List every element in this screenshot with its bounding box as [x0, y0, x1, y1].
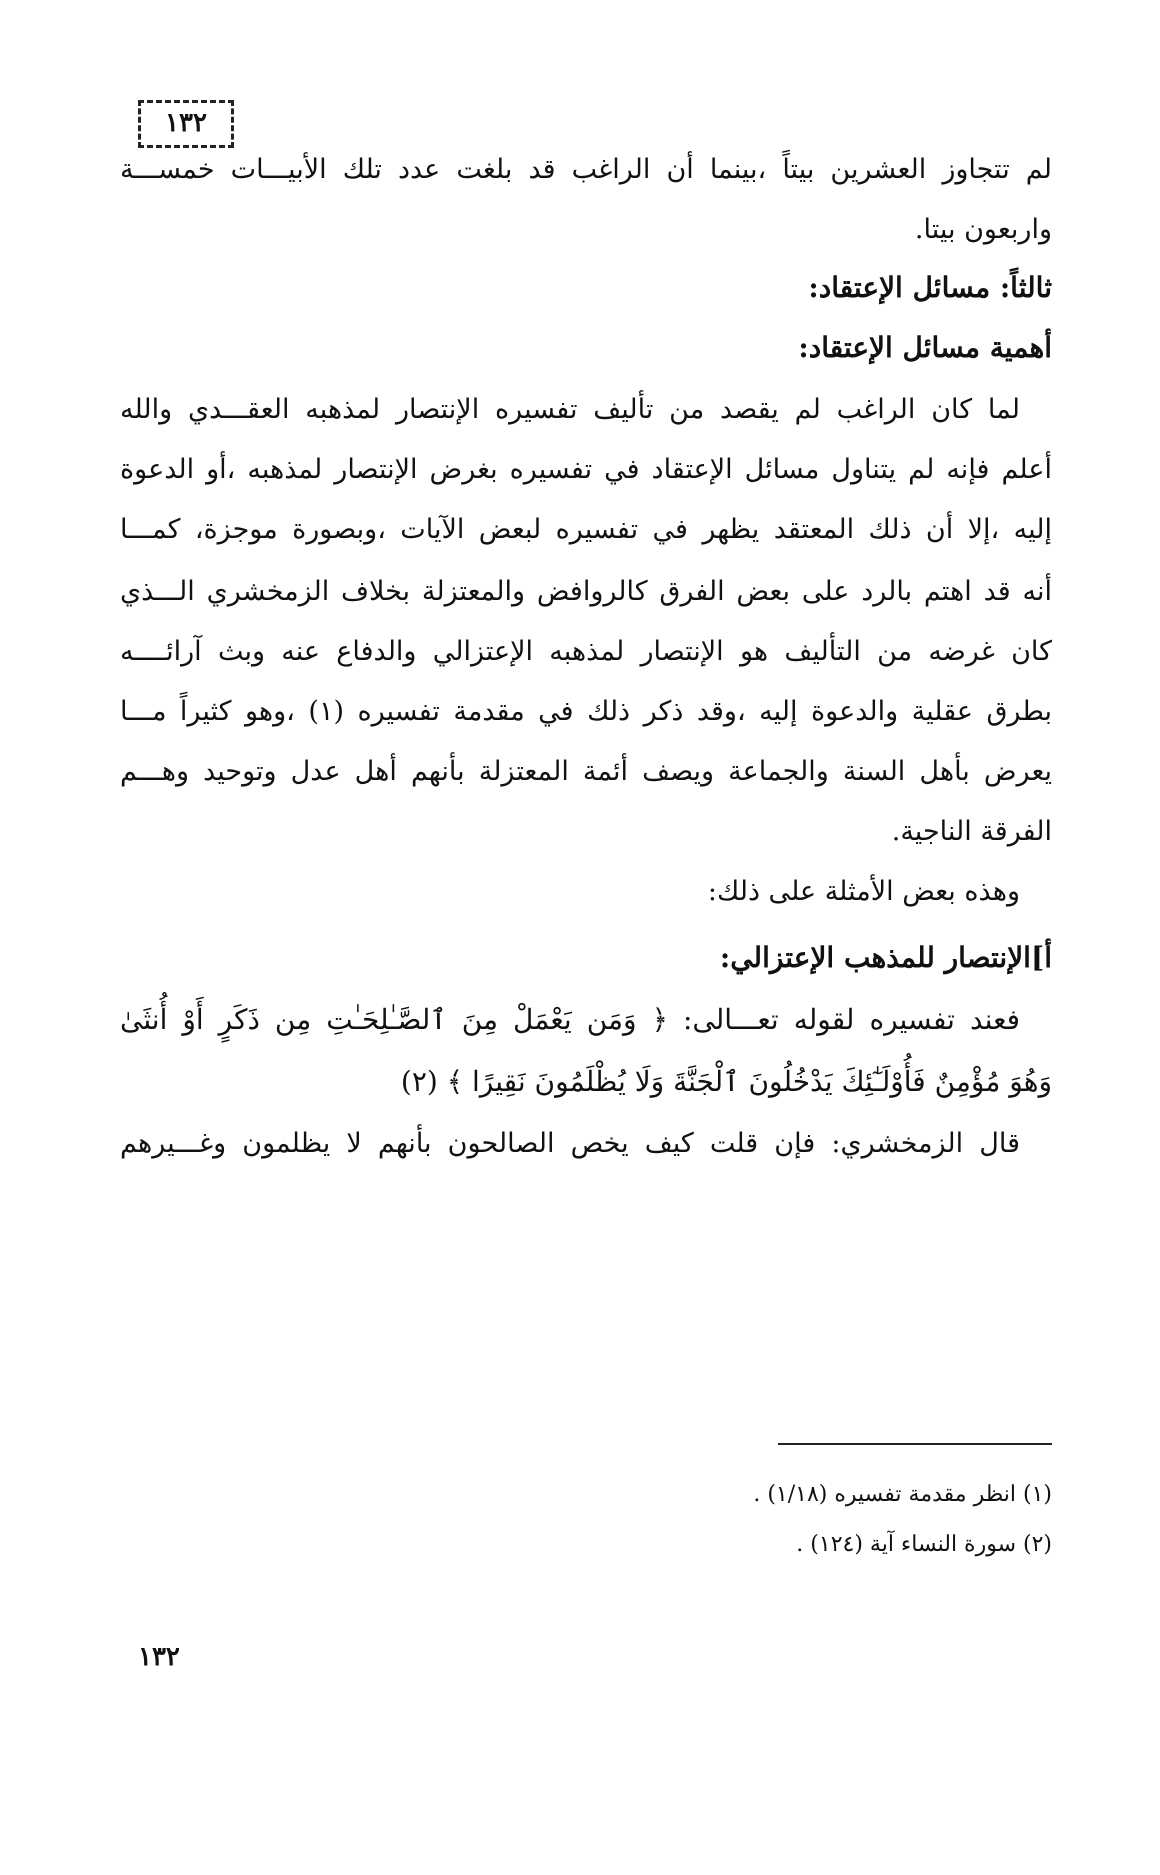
body-line-17: قال الزمخشري: فإن قلت كيف يخص الصالحون بأنهم لا يظلمون وغـــيرهم — [120, 1128, 1020, 1159]
body-line-1: لم تتجاوز العشرين بيتاً ،بينما أن الراغب قد بلغت عدد تلك الأبيـــات خمســـة — [120, 154, 1052, 185]
footnote-separator — [778, 1443, 1052, 1445]
body-line-5: لما كان الراغب لم يقصد من تأليف تفسيره الإنتصار لمذهبه العقـــدي والله — [120, 394, 1020, 425]
header-page-number: ١٣٢ — [138, 100, 234, 148]
section-heading: ثالثاً: مسائل الإعتقاد: — [808, 271, 1052, 304]
body-line-10: بطرق عقلية والدعوة إليه ،وقد ذكر ذلك في مقدمة تفسيره (١) ،وهو كثيراً مـــا — [120, 696, 1052, 727]
subsection-heading: أهمية مسائل الإعتقاد: — [798, 331, 1052, 364]
quran-line-2: وَهُوَ مُؤْمِنٌ فَأُوْلَـٰٓئِكَ يَدْخُلُونَ ٱلْجَنَّةَ وَلَا يُظْلَمُونَ نَقِيرًا ﴾ (٢) — [400, 1065, 1052, 1098]
body-line-6: أعلم فإنه لم يتناول مسائل الإعتقاد في تفسيره بغرض الإنتصار لمذهبه ،أو الدعوة — [120, 454, 1052, 485]
body-line-9: كان غرضه من التأليف هو الإنتصار لمذهبه الإعتزالي والدفاع عنه وبث آرائــــه — [120, 636, 1052, 667]
body-line-11: يعرض بأهل السنة والجماعة ويصف أئمة المعتزلة بأنهم أهل عدل وتوحيد وهـــم — [120, 756, 1052, 787]
body-line-7: إليه ،إلا أن ذلك المعتقد يظهر في تفسيره لبعض الآيات ،وبصورة موجزة، كمـــا — [120, 514, 1052, 545]
body-line-2: واربعون بيتا. — [914, 214, 1052, 245]
body-line-8: أنه قد اهتم بالرد على بعض الفرق كالروافض والمعتزلة بخلاف الزمخشري الـــذي — [120, 576, 1052, 607]
body-line-12: الفرقة الناجية. — [891, 816, 1052, 847]
body-line-13: وهذه بعض الأمثلة على ذلك: — [707, 876, 1020, 907]
footnote-2: (٢) سورة النساء آية (١٢٤) . — [796, 1532, 1052, 1557]
quran-line-1: فعند تفسيره لقوله تعـــالى: ﴿ وَمَن يَعْمَلْ مِنَ ٱلصَّـٰلِحَـٰتِ مِن ذَكَرٍ أَوْ أُنثَىٰ — [120, 1003, 1020, 1036]
footer-page-number: ١٣٢ — [138, 1642, 180, 1672]
example-heading: أ]الإنتصار للمذهب الإعتزالي: — [719, 941, 1052, 974]
footnote-1: (١) انظر مقدمة تفسيره (١/١٨) . — [753, 1482, 1052, 1507]
